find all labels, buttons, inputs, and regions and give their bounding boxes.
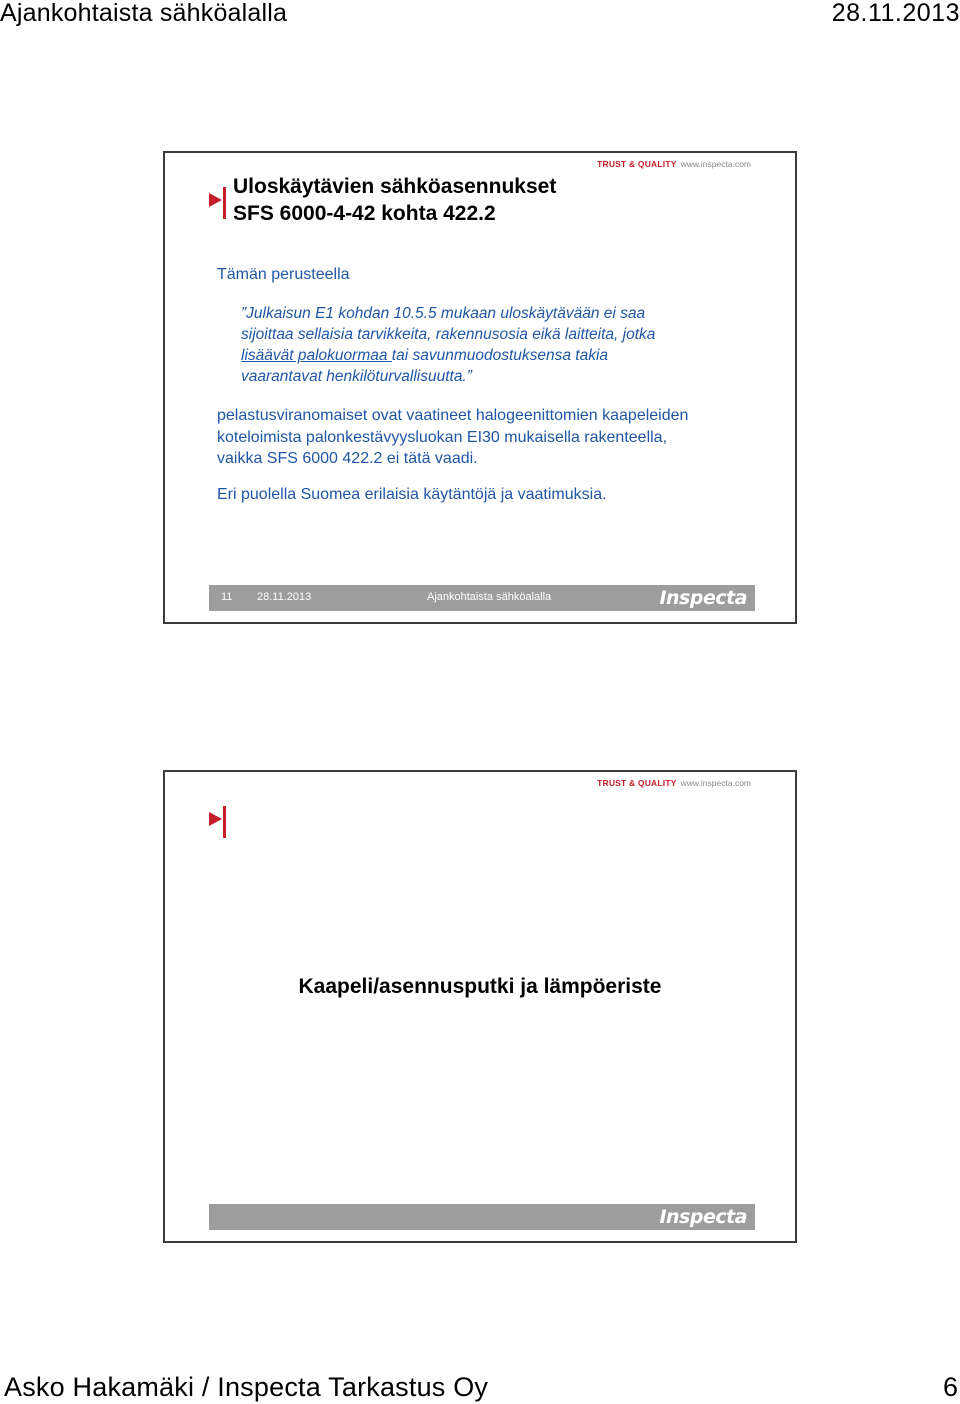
page-footer-author: Asko Hakamäki / Inspecta Tarkastus Oy xyxy=(4,1372,489,1402)
quote-line-2: sijoittaa sellaisia tarvikkeita, rakennusosia eikä laitteita, jotka xyxy=(241,326,656,343)
brand-url: www.inspecta.com xyxy=(680,159,751,169)
paragraph-authorities xyxy=(217,405,757,470)
quote-block xyxy=(241,303,721,387)
inspecta-mark-icon xyxy=(209,806,229,838)
trust-quality-text: TRUST & QUALITY xyxy=(597,159,677,169)
slide-footer xyxy=(209,1204,755,1230)
paragraph-practices: Eri puolella Suomea erilaisia käytäntöjä ja vaatimuksia. xyxy=(217,486,607,503)
quote-line-1: ”Julkaisun E1 kohdan 10.5.5 mukaan uloskäytävään ei saa xyxy=(241,305,646,322)
page-header-title: Ajankohtaista sähköalalla xyxy=(0,0,288,27)
paragraph-line: vaikka SFS 6000 422.2 ei tätä vaadi. xyxy=(217,450,478,467)
quote-line-3 xyxy=(241,345,721,366)
quote-link[interactable]: lisäävät palokuormaa xyxy=(241,347,392,364)
slide-number: 11 xyxy=(221,591,233,603)
page-header xyxy=(0,0,960,28)
slide-title-line-2: SFS 6000-4-42 kohta 422.2 xyxy=(233,202,496,225)
slide-12 xyxy=(163,770,797,1243)
brand-url: www.inspecta.com xyxy=(680,778,751,788)
inspecta-logo: Inspecta xyxy=(659,1206,747,1228)
brand-tagline xyxy=(597,159,751,169)
paragraph-line: pelastusviranomaiset ovat vaatineet halogeenittomien kaapeleiden xyxy=(217,407,689,424)
slide-footer-date: 28.11.2013 xyxy=(257,591,312,603)
quote-line-4: vaarantavat henkilöturvallisuutta.” xyxy=(241,368,472,385)
slide-title-line-1: Uloskäytävien sähköasennukset xyxy=(233,175,557,198)
quote-line-3-rest: tai savunmuodostuksensa takia xyxy=(391,347,609,364)
section-title: Kaapeli/asennusputki ja lämpöeriste xyxy=(298,975,662,998)
slide-title xyxy=(233,173,556,227)
paragraph-line: koteloimista palonkestävyysluokan EI30 mukaisella rakenteella, xyxy=(217,428,668,446)
inspecta-logo: Inspecta xyxy=(659,587,747,609)
slide-footer-title: Ajankohtaista sähköalalla xyxy=(427,591,552,603)
page-header-date: 28.11.2013 xyxy=(831,0,960,27)
brand-tagline xyxy=(597,778,751,788)
page-number: 6 xyxy=(942,1372,958,1402)
slide-11 xyxy=(163,151,797,624)
inspecta-mark-icon xyxy=(209,187,229,219)
slide-footer xyxy=(209,585,755,611)
lead-text: Tämän perusteella xyxy=(217,266,350,283)
trust-quality-text: TRUST & QUALITY xyxy=(597,778,677,788)
